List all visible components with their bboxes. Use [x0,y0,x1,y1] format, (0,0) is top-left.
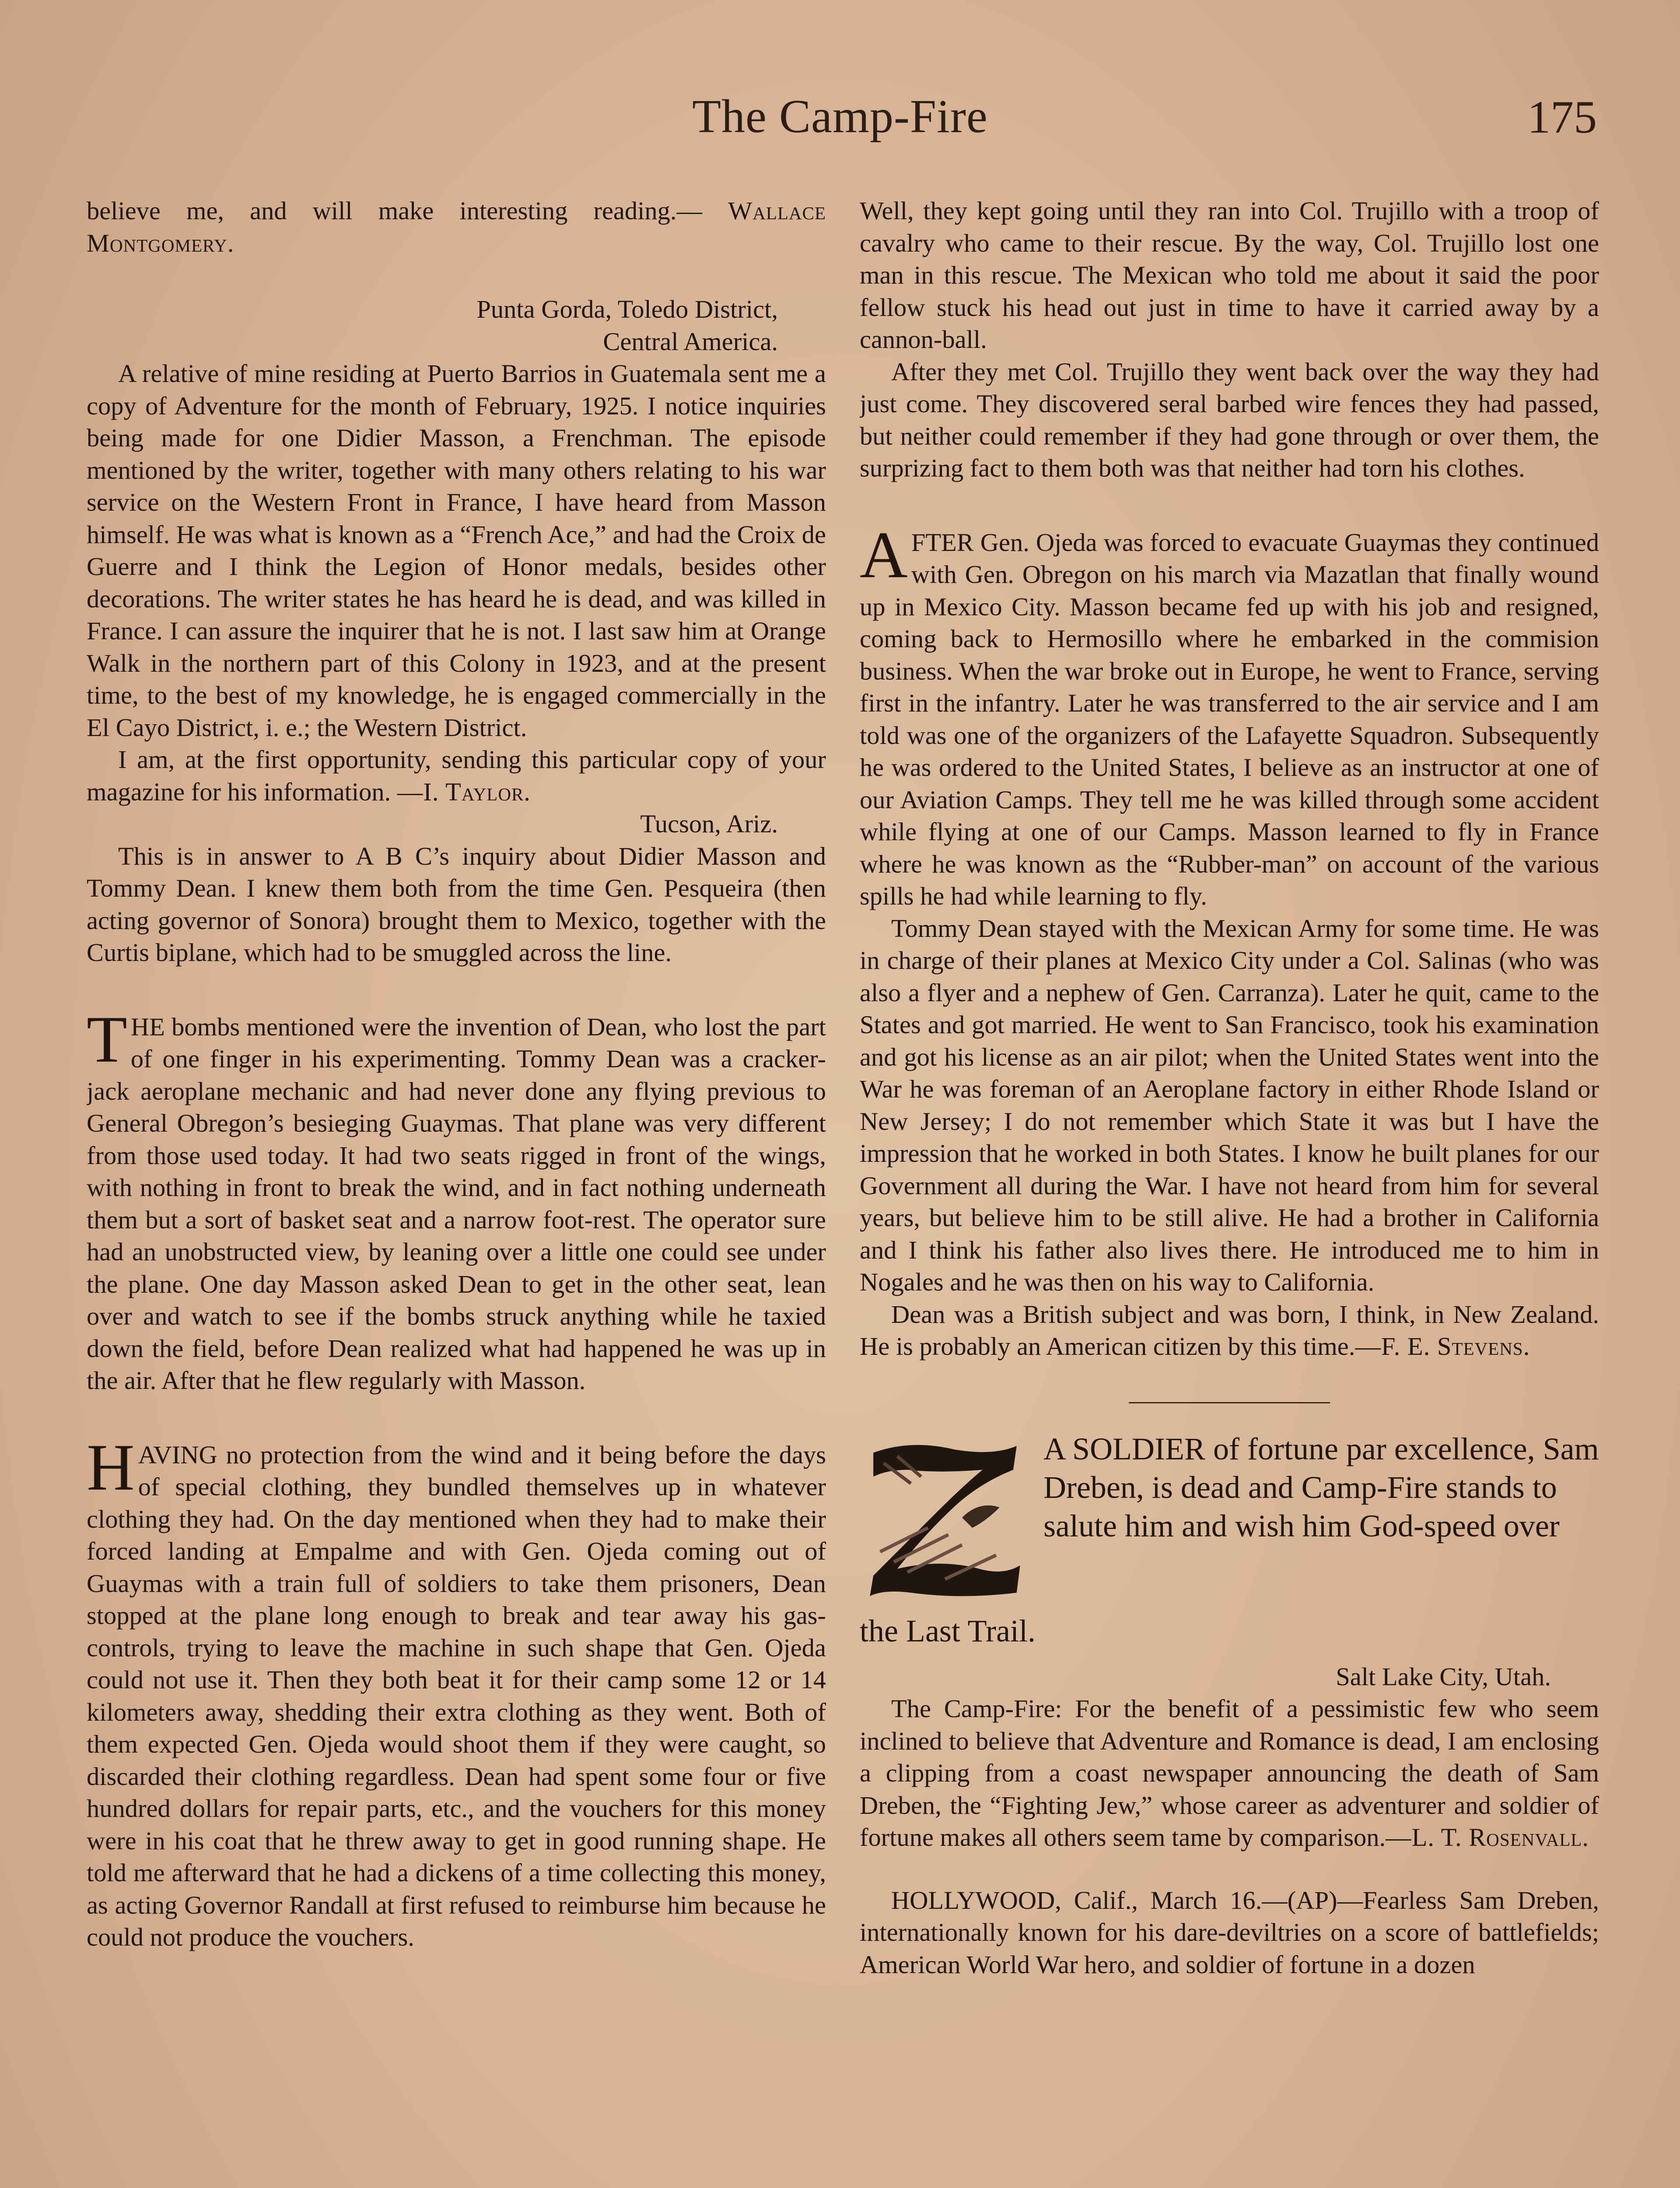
letter-paragraph: A relative of mine residing at Puerto Barrios in Guatemala sent me a copy of Adventure for the month of February, 1925. I notice inquiries being made for one Didier Masson, a Frenchman. The episode mentioned by the writer, together with many others relating to his war service on the Western Front in France, I have heard from Masson himself. He was what is known as a “French Ace,” and had the Croix de Guerre and I think the Legion of Honor medals, besides other decorations. The writer states he has heard he is dead, and was killed in France. I can assure the inquirer that he is not. I last saw him at Orange Walk in the northern part of this Colony in 1923, and at the present time, to the best of my knowledge, he is engaged commercially in the El Cayo District, i. e.; the Western District. [87,359,826,742]
letter-paragraph-dropcap [87,1002,826,1397]
signature: —I. Taylor. [397,777,531,806]
paragraph-text: I am, at the first opportunity, sending this particular copy of your magazine for his information. [87,745,826,806]
letter-closing-text [87,195,826,259]
closing-text: believe me, and will make interesting reading.— [87,196,703,225]
letter-paragraph [87,743,826,808]
paragraph-text: bombs mentioned were the invention of Dean, who lost the part of one finger in his experimenting. Tommy Dean was a cracker-jack aeroplane mechanic and had never done any flying previous to General Obregon’s besieging Guaymas. That plane was very different from those used today. It had two seats rigged in front of the wings, with nothing in front to break the wind, and in fact nothing underneath them but a sort of basket seat and a narrow foot-rest. The operator sure had an unobstructed view, by leaning over a little one could see under the plane. One day Masson asked Dean to get in the other seat, lean over and watch to see if the bombs struck anything while he taxied down the field, before Dean realized what had happened he was up in the air. After that he flew regularly with Masson. [87,1012,826,1395]
dateline-tucson: Tucson, Ariz. [640,810,778,838]
section-gap [87,969,826,1011]
page-header [0,81,1680,164]
letter-paragraph: Well, they kept going until they ran into Col. Trujillo with a troop of cavalry who came to their rescue. By the way, Col. Trujillo lost one man in this rescue. The Mexican who told me about it said the poor fellow stuck his head out just in time to have it carried away by a cannon-ball. [860,196,1599,354]
drop-cap: T [87,1002,127,1076]
section-divider [1129,1402,1330,1403]
decorative-initial-z-icon [860,1432,1030,1603]
obituary-intro-end: the Last Trail. [860,1613,1036,1648]
page-number: 175 [1527,91,1597,143]
dateline-salt-lake-city: Salt Lake City, Utah. [1336,1662,1551,1691]
paragraph-text: The Camp-Fire: For the benefit of a pessimistic few who seem inclined to believe that Adventure and Romance is dead, I am enclosing a clipping from a coast newspaper announcing the death of Sam Dreben, the “Fighting Jew,” whose career as adventurer and soldier of fortune makes all others seem tame by comparison. [860,1694,1599,1851]
section-gap [860,484,1599,526]
lead-caps: HE [130,1012,165,1041]
drop-cap: A [860,518,908,592]
letter-paragraph-dropcap [87,1430,826,1953]
section-gap [860,1854,1599,1884]
signature: Wallace Montgomery. [87,196,826,257]
right-column [860,195,1599,2188]
dateline-central-america: Central America. [603,327,778,356]
paragraph-text: Gen. Ojeda was forced to evacuate Guaymas they continued with Gen. Obregon on his march via Mazatlan that finally wound up in Mexico City. Masson became fed up with his job and resigned, coming back to Hermosillo where he embarked in the commision business. When the war broke out in Europe, he went to France, serving first in the infantry. Later he was transferred to the air service and I am told was one of the organizers of the Lafayette Squadron. Subsequently he was ordered to the United States, I believe as an instructor at one of our Aviation Camps. They tell me he was killed through some accident while flying at one of our Camps. Masson learned to fly in France where he was known as the “Rubber-man” on account of the various spills he had while learning to fly. [860,528,1599,910]
obituary-intro [860,1430,1599,1607]
left-column [87,195,826,2188]
signature: —F. E. Stevens. [1355,1332,1530,1360]
paragraph-text: Dean was a British subject and was born, I think, in New Zealand. He is probably an American citizen by this time. [860,1300,1599,1360]
letter-paragraph [860,1693,1599,1854]
section-gap [87,1397,826,1439]
lead-caps: FTER [911,528,974,557]
letter-paragraph [860,1298,1599,1363]
letter-paragraph: This is in answer to A B C’s inquiry about Didier Masson and Tommy Dean. I knew them both from the time Gen. Pesqueira (then acting governor of Sonora) brought them to Mexico, together with the Curtis biplane, which had to be smuggled across the line. [87,842,826,967]
lead-caps: AVING [138,1440,217,1469]
page-title: The Camp-Fire [692,91,988,143]
dateline-punta-gorda: Punta Gorda, Toledo District, [476,295,778,323]
obituary-intro-text: A SOLDIER of fortune par excellence, Sam Dreben, is dead and Camp-Fire stands to salute him and wish him God-speed over [1043,1431,1599,1543]
signature: —L. T. Rosenvall. [1386,1823,1589,1851]
letter-paragraph: After they met Col. Trujillo they went back over the way they had just come. They discovered seral barbed wire fences they had passed, but neither could remember if they had gone through or over them, the surprizing fact to them both was that neither had torn his clothes. [860,357,1599,482]
drop-cap: H [87,1430,135,1504]
letter-paragraph-dropcap [860,518,1599,912]
news-clipping-paragraph: HOLLYWOOD, Calif., March 16.—(AP)—Fearless Sam Dreben, internationally known for his dare-deviltries on a score of battlefields; American World War hero, and soldier of fortune in a dozen [860,1886,1599,1979]
paragraph-text: no protection from the wind and it being before the days of special clothing, they bundled themselves up in whatever clothing they had. On the day mentioned when they had to make their forced landing at Empalme and with Gen. Ojeda coming out of Guaymas with a train full of soldiers to take them prisoners, Dean stopped at the plane long enough to break and tear away his gas-controls, trying to leave the machine in such shape that Gen. Ojeda could not use it. Then they both beat it for their camp some 12 or 14 kilometers away, shedding their extra clothing as they went. Both of them expected Gen. Ojeda would shoot them if they were caught, so discarded their clothing regardless. Dean had spent some four or five hundred dollars for repair parts, etc., and the vouchers for this money were in his coat that he threw away to get in good running shape. He told me afterward that he had a dickens of a time collecting this money, as acting Governor Randall at first refused to reimburse him because he could not produce the vouchers. [87,1440,826,1951]
letter-paragraph: Tommy Dean stayed with the Mexican Army for some time. He was in charge of their planes at Mexico City under a Col. Salinas (who was also a flyer and a nephew of Gen. Carranza). Later he quit, came to the States and got married. He went to San Francisco, took his examination and got his license as an air pilot; when the United States went into the War he was foreman of an Aeroplane factory in either Rhode Island or New Jersey; I do not remember which State it was but I have the impression that he worked in both States. I know he built planes for our Government all during the War. I have not heard from him for several years, but believe him to be still alive. He had a brother in California and I think his father also lives there. He introduced me to him in Nogales and he was then on his way to California. [860,914,1599,1296]
